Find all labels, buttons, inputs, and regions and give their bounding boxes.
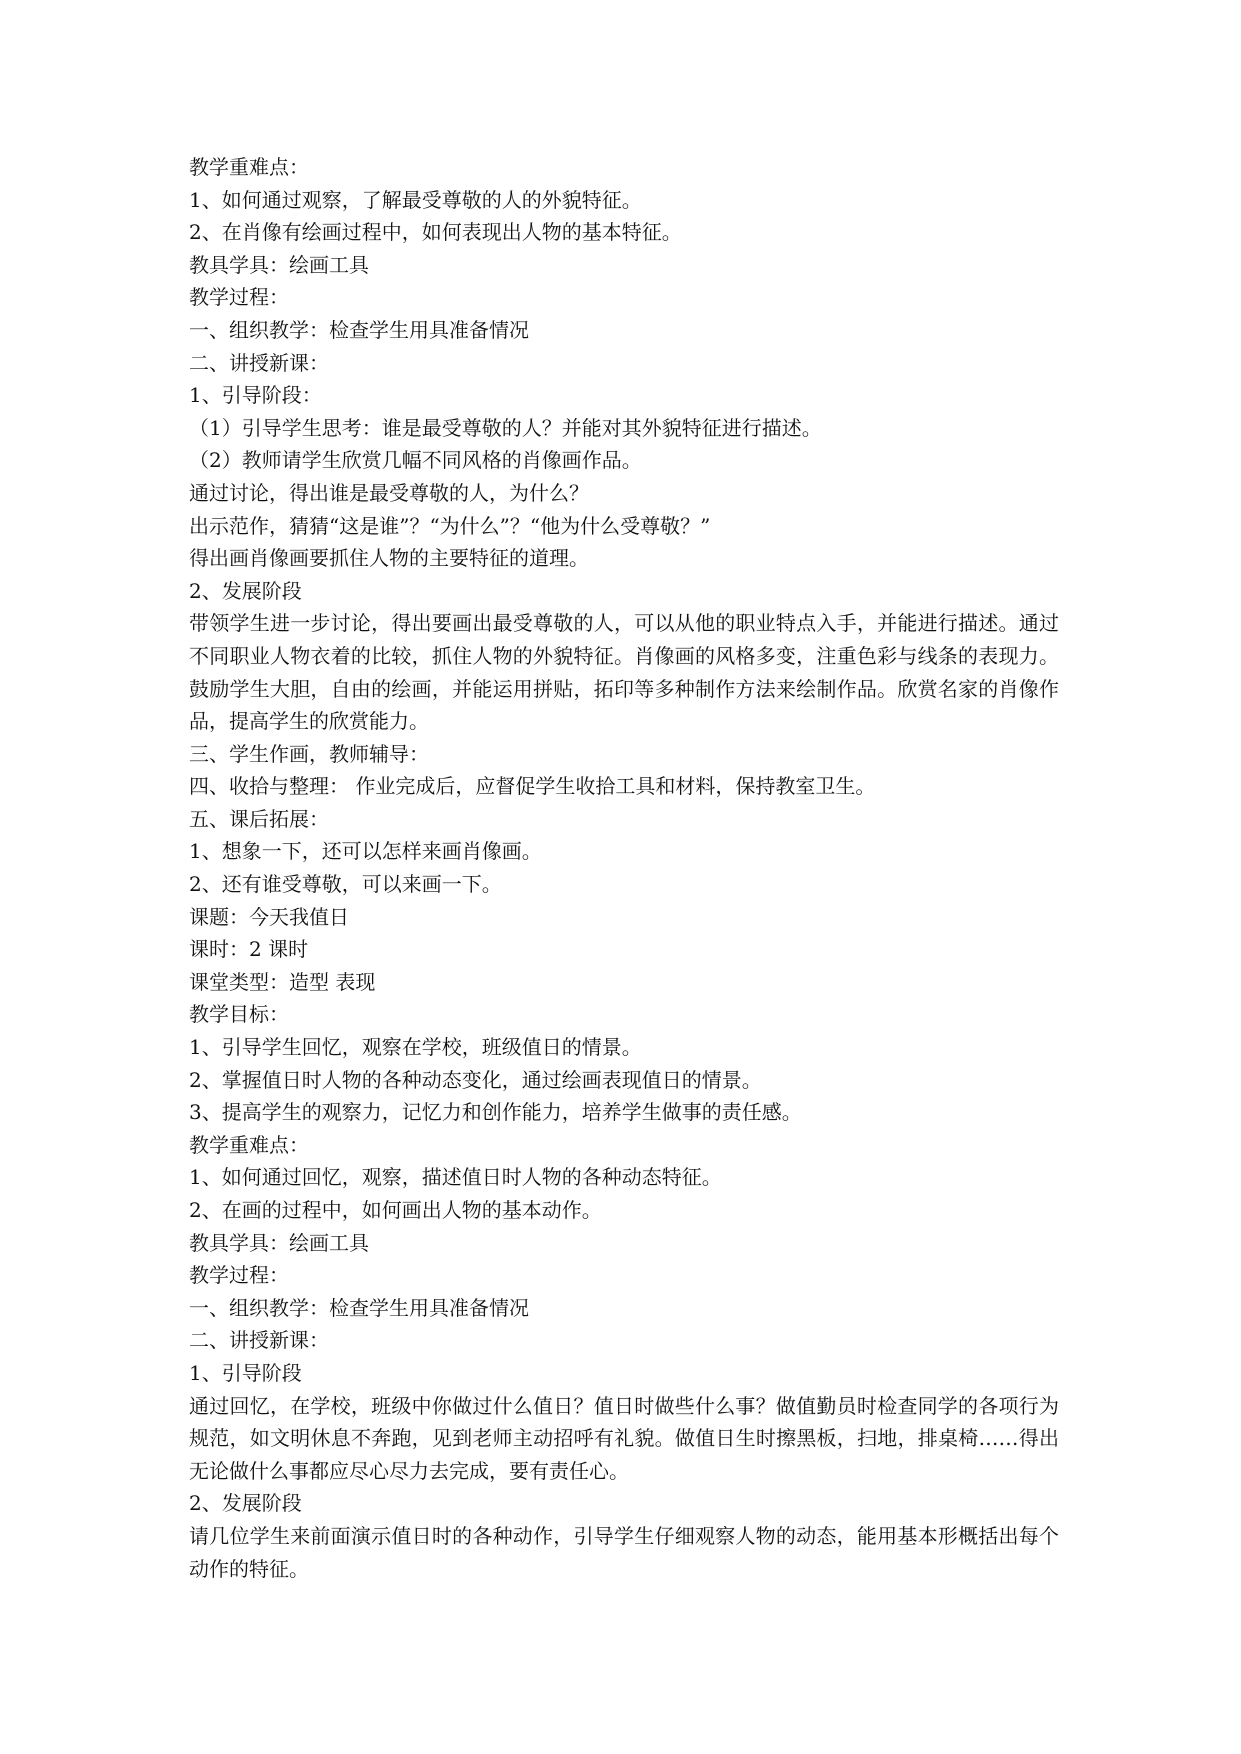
text-line: 1、如何通过回忆，观察，描述值日时人物的各种动态特征。 xyxy=(189,1165,722,1190)
text-line: （2）教师请学生欣赏几幅不同风格的肖像画作品。 xyxy=(189,448,642,473)
text-line: 四、收拾与整理： 作业完成后，应督促学生收拾工具和材料，保持教室卫生。 xyxy=(189,774,876,799)
text-line: 2、在画的过程中，如何画出人物的基本动作。 xyxy=(189,1198,602,1222)
text-line: 2、在肖像有绘画过程中，如何表现出人物的基本特征。 xyxy=(189,220,682,245)
text-line: 通过讨论，得出谁是最受尊敬的人，为什么？ xyxy=(189,480,589,505)
text-line: 出示范作，猜猜“这是谁”？“为什么”？“他为什么受尊敬？” xyxy=(189,513,711,538)
text-line: 一、组织教学：检查学生用具准备情况 xyxy=(189,317,529,342)
document-body xyxy=(189,151,1059,1585)
text-line: 课题：今天我值日 xyxy=(189,904,349,929)
text-line: 教具学具：绘画工具 xyxy=(189,252,369,277)
paragraph: 通过回忆，在学校，班级中你做过什么值日？值日时做些什么事？做值勤员时检查同学的各项行为规范，如文明休息不奔跑，见到老师主动招呼有礼貌。做值日生时擦黑板，扫地，排桌椅……得出无论做什么事都应尽心尽力去完成，要有责任心。 xyxy=(189,1393,1059,1483)
text-line: 1、引导阶段： xyxy=(189,383,322,408)
text-line: 二、讲授新课： xyxy=(189,350,329,375)
text-line: 1、想象一下，还可以怎样来画肖像画。 xyxy=(189,839,542,864)
text-line: 教学过程： xyxy=(189,1263,289,1288)
text-line: 三、学生作画，教师辅导： xyxy=(189,741,429,766)
text-line: 得出画肖像画要抓住人物的主要特征的道理。 xyxy=(189,546,589,571)
text-line: 2、还有谁受尊敬，可以来画一下。 xyxy=(189,872,502,897)
text-line: 一、组织教学：检查学生用具准备情况 xyxy=(189,1295,529,1320)
text-line: 二、讲授新课： xyxy=(189,1328,329,1353)
text-line: 教学过程： xyxy=(189,285,289,310)
text-line: 教学目标： xyxy=(189,1002,289,1027)
text-line: 教学重难点： xyxy=(189,1132,309,1157)
text-line: 2、掌握值日时人物的各种动态变化，通过绘画表现值日的情景。 xyxy=(189,1067,762,1092)
text-line: 3、提高学生的观察力，记忆力和创作能力，培养学生做事的责任感。 xyxy=(189,1100,802,1125)
text-line: （1）引导学生思考：谁是最受尊敬的人？并能对其外貌特征进行描述。 xyxy=(189,415,822,440)
text-line: 教学重难点： xyxy=(189,155,309,179)
text-line: 教具学具：绘画工具 xyxy=(189,1230,369,1255)
paragraph: 带领学生进一步讨论，得出要画出最受尊敬的人，可以从他的职业特点入手，并能进行描述。通过不同职业人物衣着的比较，抓住人物的外貌特征。肖像画的风格多变，注重色彩与线条的表现力。鼓励学生大胆，自由的绘画，并能运用拼贴，拓印等多种制作方法来绘制作品。欣赏名家的肖像作品，提高学生的欣赏能力。 xyxy=(189,611,1059,734)
text-line: 1、引导学生回忆，观察在学校，班级值日的情景。 xyxy=(189,1035,642,1060)
text-line: 2、发展阶段 xyxy=(189,578,302,603)
text-line: 1、如何通过观察，了解最受尊敬的人的外貌特征。 xyxy=(189,187,642,212)
text-line: 2、发展阶段 xyxy=(189,1491,302,1516)
paragraph: 请几位学生来前面演示值日时的各种动作，引导学生仔细观察人物的动态，能用基本形概括出每个动作的特征。 xyxy=(189,1523,1059,1581)
text-line: 五、课后拓展： xyxy=(189,806,329,831)
text-line: 课时：2 课时 xyxy=(189,937,309,962)
text-line: 课堂类型：造型 表现 xyxy=(189,969,376,994)
text-line: 1、引导阶段 xyxy=(189,1360,302,1385)
